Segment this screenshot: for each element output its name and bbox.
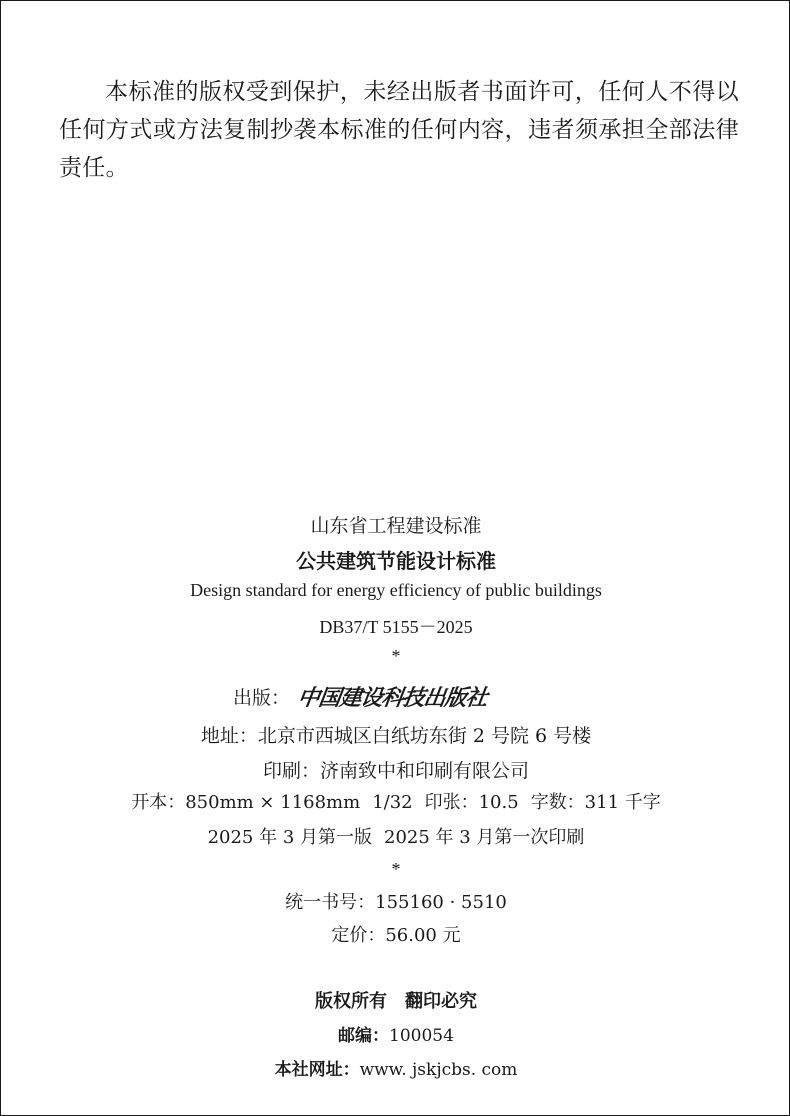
word-count: 字数：311 千字 bbox=[530, 792, 661, 813]
printer-line: 印刷：济南致中和印刷有限公司 bbox=[262, 760, 529, 782]
postcode-label: 邮编： bbox=[338, 1026, 390, 1046]
website-label: 本社网址： bbox=[274, 1060, 360, 1080]
series-title: 山东省工程建设标准 bbox=[310, 515, 482, 537]
separator-star: * bbox=[391, 859, 401, 879]
postcode-value: 100054 bbox=[389, 1026, 454, 1046]
book-number: 统一书号：155160 · 5510 bbox=[285, 892, 507, 913]
print-date: 2025 年 3 月第一次印刷 bbox=[384, 827, 585, 848]
edition-date: 2025 年 3 月第一版 bbox=[207, 827, 372, 848]
publisher-logo: 中国建设科技出版社 bbox=[295, 685, 489, 711]
publisher-line bbox=[233, 681, 487, 712]
rights-line bbox=[1, 987, 790, 1013]
book-title: 公共建筑节能设计标准 bbox=[296, 549, 496, 573]
postcode-line bbox=[1, 1021, 790, 1046]
publisher-label: 出版： bbox=[233, 687, 291, 709]
website-link[interactable]: www. jskjcbs. com bbox=[359, 1060, 518, 1080]
price: 定价：56.00 元 bbox=[331, 925, 461, 946]
format-fold: 1/32 bbox=[372, 792, 413, 813]
all-rights-reserved: 版权所有 bbox=[315, 991, 387, 1012]
no-piracy: 翻印必究 bbox=[405, 991, 477, 1012]
separator-star: * bbox=[391, 646, 401, 666]
format-size: 开本：850mm × 1168mm bbox=[131, 792, 361, 813]
print-sheets: 印张：10.5 bbox=[424, 792, 519, 813]
standard-code: DB37/T 5155－2025 bbox=[319, 617, 473, 637]
copyright-notice: 本标准的版权受到保护，未经出版者书面许可，任何人不得以任何方式或方法复制抄袭本标准的任何内容，违者须承担全部法律责任。 bbox=[59, 79, 739, 181]
edition-line bbox=[1, 823, 790, 849]
website-line bbox=[1, 1055, 790, 1080]
publisher-address: 地址：北京市西城区白纸坊东街 2 号院 6 号楼 bbox=[200, 725, 592, 747]
format-specs bbox=[1, 788, 790, 814]
english-title: Design standard for energy efficiency of public buildings bbox=[190, 580, 602, 600]
